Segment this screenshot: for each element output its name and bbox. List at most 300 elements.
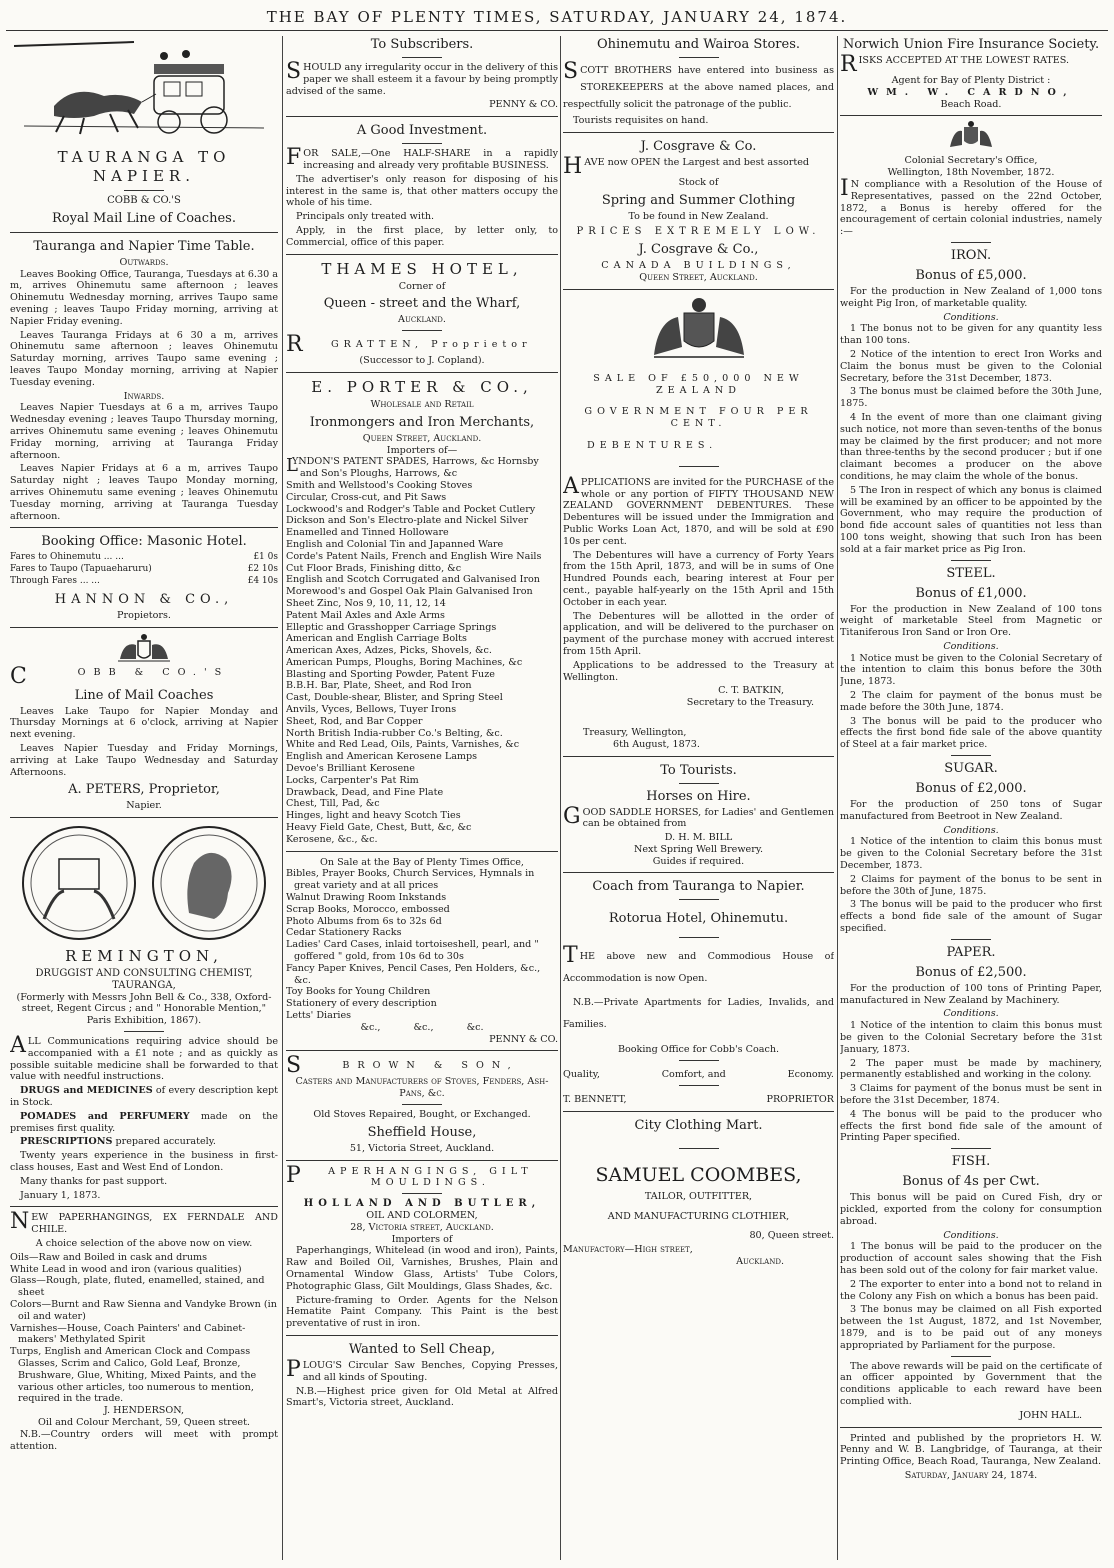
- dropcap: N: [10, 1209, 30, 1235]
- royal-mail-heading: Royal Mail Line of Coaches.: [52, 210, 236, 226]
- victoria-28-text: 28, Victoria street, Auckland.: [350, 1221, 494, 1233]
- condition: 1 The bonus not to be given for any quantity less than 100 tons.: [840, 323, 1102, 347]
- list-item: Lockwood's and Rodger's Table and Pocket Cutlery: [286, 503, 536, 515]
- drugs-label: DRUGS and MEDICINES: [20, 1085, 153, 1097]
- stagecoach-engraving: [14, 36, 274, 144]
- coach-title: TAURANGA TO NAPIER.: [57, 148, 231, 185]
- prescriptions-text: prepared accurately.: [112, 1136, 216, 1148]
- list-item: Circular, Cross-cut, and Pit Saws: [286, 491, 447, 503]
- list-item: Kerosene, &c., &c.: [286, 833, 378, 845]
- list-item: Heavy Field Gate, Chest, Butt, &c, &c: [286, 822, 472, 834]
- list-item: Cut Floor Brads, Finishing ditto, &c: [286, 562, 462, 574]
- list-item: Ladies' Card Cases, inlaid tortoiseshell, pearl, and " goffered " gold, from 10s 6d to 30s: [286, 939, 539, 963]
- list-item: Letts' Diaries: [286, 1010, 352, 1021]
- separator: [286, 1050, 558, 1051]
- dropcap: G: [563, 803, 581, 829]
- drugs-text: of every description kept in Stock.: [10, 1085, 278, 1109]
- penny-signature: PENNY & CO.: [489, 1033, 558, 1045]
- paperhangings-heading: EW PAPERHANGINGS, EX FERNDALE AND CHILE.: [31, 1212, 278, 1236]
- separator: [679, 1060, 719, 1061]
- list-item: Blasting and Sporting Powder, Patent Fuze: [286, 668, 495, 680]
- quality-text: Quality,: [563, 1069, 600, 1081]
- separator: [286, 851, 558, 852]
- separator: [286, 1335, 558, 1336]
- cosgrave-heading: J. Cosgrave & Co.: [640, 138, 757, 154]
- list-item: Photo Albums from 6s to 32s 6d: [286, 915, 442, 927]
- prescriptions-label: PRESCRIPTIONS: [20, 1136, 113, 1148]
- condition: 5 The Iron in respect of which any bonus is claimed will be examined by an officer to be appointed by the Government, who may require the production of bond fide account sales of quantities not less than 100 tons weight, showing that such Iron has been sold at a fair market price as Pig Iron.: [840, 484, 1102, 555]
- paper-bonus: Bonus of £2,500.: [915, 964, 1027, 980]
- condition: 1 Notice of the intention to claim this bonus must be given to the Colonial Secretary before the 31st December, 1873.: [840, 836, 1102, 872]
- rotorua-text: HE above new and Commodious House of Accommodation is now Open.: [563, 951, 834, 985]
- list-item: Corde's Patent Nails, French and English Wire Nails: [286, 550, 542, 562]
- subscribers-heading: To Subscribers.: [370, 37, 474, 52]
- hannon-heading: HANNON & CO.,: [54, 591, 234, 607]
- stoves-text: Old Stoves Repaired, Bought, or Exchanged.: [313, 1108, 531, 1120]
- henderson-heading: J. HENDERSON,: [103, 1405, 185, 1417]
- separator: [286, 254, 558, 255]
- thames-heading: THAMES HOTEL,: [321, 259, 523, 278]
- list-item: American Axes, Adzes, Picks, Shovels, &c.: [286, 645, 492, 657]
- list-item: YNDON'S PATENT SPADES, Harrows, &c Hornsby and Son's Ploughs, Harrows, &c: [291, 456, 539, 480]
- sugar-text: For the production of 250 tons of Sugar manufactured from Beetroot in New Zealand.: [840, 799, 1102, 822]
- porter-heading: E. PORTER & CO.,: [311, 377, 533, 396]
- separator: [840, 115, 1102, 116]
- investment-text: Apply, in the first place, by letter only, to Commercial, office of this paper.: [286, 224, 558, 248]
- list-item: Dickson and Son's Electro-plate and Nickel Silver: [286, 515, 529, 527]
- list-item: American Pumps, Ploughs, Boring Machines, &c: [286, 656, 523, 668]
- holland-heading: HOLLAND AND BUTLER,: [303, 1198, 541, 1210]
- mail-coaches-heading: Line of Mail Coaches: [74, 687, 214, 703]
- paper-text: For the production of 100 tons of Printing Paper, manufactured in New Zealand by Machinery.: [840, 982, 1102, 1006]
- qualities-row: [563, 1069, 834, 1081]
- wanted-heading: Wanted to Sell Cheap,: [348, 1341, 496, 1357]
- list-item: Smith and Wellstood's Cooking Stoves: [286, 479, 473, 491]
- coat-of-arms-icon: [946, 121, 996, 153]
- list-item: Oils—Raw and Boiled in cask and drums: [10, 1251, 208, 1263]
- list-item: Cast, Double-shear, Blister, and Spring Steel: [286, 692, 503, 704]
- steel-heading: STEEL.: [946, 565, 996, 581]
- separator: [679, 783, 719, 784]
- applications-text: Applications to be addressed to the Treasury at Wellington.: [563, 659, 834, 683]
- list-item: Sheet Zinc, Nos 9, 10, 11, 12, 14: [286, 597, 446, 609]
- sale-heading: SALE OF £50,000 NEW ZEALAND: [593, 372, 804, 396]
- penny-signature: PENNY & CO.: [489, 99, 558, 111]
- inwards-text: Leaves Napier Tuesdays at 6 a m, arrives Taupo Wednesday evening ; leaves Taupo Thursday morning, arrives Ohinemutu same evening ; leaves Ohinemutu Friday morning, arriving at Tauranga Friday afternoon.: [10, 402, 278, 461]
- list-item: Stationery of every description: [286, 998, 437, 1010]
- hall-signature: JOHN HALL.: [1019, 1409, 1082, 1421]
- ironmongery-list: [286, 456, 558, 845]
- stationery-list: [286, 868, 558, 1021]
- separator: [402, 57, 442, 58]
- date-text: January 1, 1873.: [20, 1189, 101, 1201]
- separator: [951, 242, 991, 243]
- list-item: Varnishes—House, Coach Painters' and Cabinet-makers' Methylated Spirit: [10, 1322, 246, 1346]
- condition: 1 Notice of the intention to claim this bonus must be given to the Colonial Secretary before the 31st January, 1873.: [840, 1020, 1102, 1055]
- queen-street-text: Queen Street, Auckland.: [639, 271, 758, 283]
- auckland-text: Auckland.: [736, 1256, 784, 1268]
- separator: [679, 466, 719, 467]
- separator: [679, 937, 719, 938]
- separator: [10, 527, 278, 528]
- royal-coat-of-arms-icon: [644, 295, 754, 365]
- outwards-text: Leaves Tauranga Fridays at 6 30 a m, arrives Ohinemutu same afternoon ; leaves Ohinemutu Saturday morning, arrives Taupo same evening ; leaves Taupo Monday morning, arriving at Napier Tuesday evening.: [10, 329, 278, 388]
- separator: [402, 330, 442, 331]
- separator: [402, 143, 442, 144]
- ohinemutu-heading: Ohinemutu and Wairoa Stores.: [597, 37, 800, 52]
- list-item: Walnut Drawing Room Inkstands: [286, 892, 447, 904]
- dropcap: P: [286, 1162, 301, 1188]
- paper-heading: PAPER.: [946, 944, 996, 960]
- dropcap: P: [286, 1356, 301, 1382]
- separator: [10, 817, 278, 818]
- remington-heading: REMINGTON,: [65, 947, 223, 966]
- casters-text: Casters and Manufacturers of Stoves, Fenders, Ash-Pans, &c.: [295, 1076, 549, 1100]
- column-2: [286, 36, 558, 1560]
- scott-text: COTT BROTHERS have entered into business as STOREKEEPERS at the above named places, and respectfully solicit the patronage of the public.: [563, 65, 834, 110]
- paperhangings-heading: APERHANGINGS, GILT MOULDINGS.: [328, 1165, 533, 1189]
- fare-label: Through Fares ... ...: [10, 575, 100, 586]
- importers-text: Importers of: [391, 1233, 453, 1245]
- list-item: Patent Mail Axles and Axle Arms: [286, 609, 445, 621]
- condition: 2 Claims for payment of the bonus to be sent in before the 30th of June, 1875.: [840, 873, 1102, 897]
- separator: [679, 1148, 719, 1149]
- list-item: Bibles, Prayer Books, Church Services, Hymnals in great variety and at all prices: [286, 868, 535, 892]
- picture-framing-text: Picture-framing to Order. Agents for the Nelson Hematite Paint Company. This Paint is the best preventative of rust in iron.: [286, 1294, 558, 1330]
- rotorua-heading: Rotorua Hotel, Ohinemutu.: [608, 911, 789, 927]
- compliance-text: N compliance with a Resolution of the House of Representatives, passed on the 22nd October, 1872, a Bonus is hereby offered for the encouragement of certain colonial industries, namely :—: [840, 178, 1102, 238]
- peters-sub: Napier.: [126, 800, 162, 812]
- fare-price: £1 0s: [253, 552, 278, 563]
- separator: [679, 1085, 719, 1086]
- column-divider: [282, 36, 283, 1560]
- canada-buildings: CANADA BUILDINGS,: [601, 260, 796, 272]
- masthead-rule: [6, 30, 1108, 31]
- separator: [10, 1206, 278, 1207]
- separator: [286, 116, 558, 117]
- list-item: Toy Books for Young Children: [286, 986, 431, 998]
- prices-text: PRICES EXTREMELY LOW.: [576, 226, 821, 238]
- auckland-text: Auckland.: [398, 314, 446, 326]
- fish-bonus: Bonus of 4s per Cwt.: [902, 1174, 1040, 1190]
- proprietor-text: PROPRIETOR: [766, 1094, 834, 1106]
- list-item: Devoe's Brilliant Kerosene: [286, 763, 415, 775]
- list-item: English and Scotch Corrugated and Galvanised Iron: [286, 574, 540, 586]
- thanks-text: Many thanks for past support.: [20, 1175, 168, 1187]
- list-item: Fancy Paper Knives, Pencil Cases, Pen Holders, &c., &c.: [286, 962, 541, 986]
- condition: 3 The bonus may be claimed on all Fish exported between the 1st August, 1872, and 1st November, 1879, and is to be paid out of any moneys appropriated by Parliament for the purpose.: [840, 1304, 1102, 1351]
- queen-street-heading: Queen - street and the Wharf,: [323, 296, 521, 312]
- list-item: Enamelled and Tinned Holloware: [286, 527, 449, 539]
- dropcap: L: [286, 455, 298, 477]
- list-item: Drawback, Dead, and Fine Plate: [286, 786, 444, 798]
- paperhangings-body: Paperhangings, Whitelead (in wood and iron), Paints, Raw and Boiled Oil, Varnishes, Brushes, Plain and Ornamental Window Glass, Artists' Tube Colors, Photographic Glass, Gilt Mouldings, Glass Shades, &c.: [286, 1245, 558, 1292]
- list-item: Elleptic and Grasshopper Carriage Springs: [286, 621, 497, 633]
- booking-office: Booking Office: Masonic Hotel.: [41, 534, 247, 550]
- bennett-row: [563, 1094, 834, 1106]
- rotorua-nb: N.B.—Private Apartments for Ladies, Invalids, and Families.: [563, 997, 834, 1031]
- dropcap: A: [563, 473, 579, 499]
- coach-heading: Coach from Tauranga to Napier.: [592, 879, 805, 895]
- sugar-heading: SUGAR.: [944, 761, 998, 777]
- list-item: Scrap Books, Morocco, embossed: [286, 903, 450, 915]
- treasury-text: Treasury, Wellington,: [583, 726, 687, 738]
- investment-heading: A Good Investment.: [356, 123, 488, 139]
- condition: 2 Notice of the intention to erect Iron Works and Claim the bonus must be given to the Colonial Secretary, before the 31st December, 1873.: [840, 348, 1102, 384]
- condition: 4 In the event of more than one claimant giving such notice, not more than seven-tenths of the bonus may be claimed by the first producer; and not more than three-tenths by the second producer ; but if one claimant becomes a producer on the above conditions, he may claim the whole of the bonus.: [840, 411, 1102, 482]
- condition: 1 The bonus will be paid to the producer on the production of account sales showing that the Fish has been sold out of the colony for fair market value.: [840, 1241, 1102, 1276]
- list-item: North British India-rubber Co.'s Belting, &c.: [286, 727, 503, 739]
- bennett-signature: T. BENNETT,: [563, 1094, 627, 1106]
- august-date: 6th August, 1873.: [613, 738, 700, 750]
- pomades-label: POMADES and PERFUMERY: [20, 1110, 190, 1122]
- booking-text: Booking Office for Cobb's Coach.: [617, 1044, 780, 1056]
- tauranga-heading: TAURANGA,: [112, 979, 176, 991]
- imprint-date: Saturday, January 24, 1874.: [904, 1469, 1038, 1481]
- victoria-street-text: 51, Victoria Street, Auckland.: [349, 1142, 495, 1154]
- cosgrave-heading-2: J. Cosgrave & Co.,: [638, 242, 759, 258]
- list-item: Chest, Till, Pad, &c: [286, 798, 380, 810]
- conditions-label: Conditions.: [943, 311, 999, 323]
- inwards-text: Leaves Napier Fridays at 6 a m, arrives Taupo Saturday night ; leaves Taupo Monday morning, arrives Ohinemutu same evening ; leaves Ohinemutu Tuesday morning, arriving at Tauranga Tuesday afternoon.: [10, 463, 278, 522]
- conditions-label: Conditions.: [943, 1008, 999, 1020]
- separator: [124, 190, 164, 191]
- fare-label: Fares to Taupo (Tapuaeharuru): [10, 564, 152, 575]
- batkin-signature: C. T. BATKIN,: [718, 685, 784, 697]
- list-item: Hinges, light and heavy Scotch Ties: [286, 810, 461, 822]
- separator: [679, 899, 719, 900]
- druggist-heading: DRUGGIST AND CONSULTING CHEMIST,: [35, 968, 253, 980]
- conditions-label: Conditions.: [943, 640, 999, 652]
- found-text: To be found in New Zealand.: [628, 210, 769, 222]
- have-text: AVE now OPEN the Largest and best assorted: [584, 156, 810, 168]
- separator: [563, 289, 834, 290]
- list-item: Colors—Burnt and Raw Sienna and Vandyke Brown (in oil and water): [10, 1299, 277, 1322]
- iron-bonus: Bonus of £5,000.: [915, 267, 1027, 283]
- steel-text: For the production in New Zealand of 100 tons weight of marketable Steel from Magnetic or Titaniferous Iron Sand or Iron Ore.: [840, 603, 1102, 639]
- condition: 2 The exporter to enter into a bond not to reland in the Colony any Fish on which a bonus has been paid.: [840, 1278, 1102, 1302]
- outwards-text: Leaves Booking Office, Tauranga, Tuesdays at 6.30 a m, arrives Ohinemutu same afternoon ; leaves Ohinemutu Wednesday morning, arrives Taupo same evening ; leaves Taupo Friday morning, arriving at Napier Friday evening.: [10, 268, 278, 327]
- beach-road-text: Beach Road.: [940, 98, 1002, 110]
- separator: [563, 1111, 834, 1112]
- column-3: [563, 36, 834, 1560]
- formerly-text: (Formerly with Messrs John Bell & Co., 338, Oxford-street, Regent Circus ; and " Honorable Mention," Paris Exhibition, 1867).: [16, 991, 272, 1027]
- communications-text: LL Communications requiring advice should be accompanied with a £1 note ; and as quickly as possible suitable medicine shall be forwarded to that value with needful instructions.: [10, 1036, 278, 1083]
- corner-text: Corner of: [398, 280, 446, 292]
- separator: [563, 756, 834, 757]
- queen-street-text: Queen Street, Auckland.: [362, 432, 482, 444]
- comfort-text: Comfort, and: [661, 1069, 726, 1081]
- column-divider: [560, 36, 561, 1560]
- list-item: Cedar Stationery Racks: [286, 927, 402, 939]
- iron-heading: IRON.: [950, 247, 992, 263]
- stock-text: Stock of: [678, 176, 719, 188]
- ironmongers-heading: Ironmongers and Iron Merchants,: [309, 414, 535, 430]
- horses-heading: Horses on Hire.: [646, 788, 751, 804]
- pomades-text: made on the premises first quality.: [10, 1110, 278, 1134]
- separator: [563, 132, 834, 133]
- peters-heading: A. PETERS, Proprietor,: [68, 782, 220, 798]
- cobb-heading: COBB & CO.'S: [107, 195, 181, 206]
- separator: [402, 1104, 442, 1105]
- separator: [124, 1031, 164, 1032]
- hannon-sub: Propietors.: [117, 609, 171, 621]
- city-clothing-heading: City Clothing Mart.: [634, 1117, 763, 1133]
- sheffield-heading: Sheffield House,: [367, 1124, 477, 1140]
- list-item: American and English Carriage Bolts: [286, 633, 467, 645]
- henderson-sub: Oil and Colour Merchant, 59, Queen street.: [38, 1416, 250, 1428]
- dropcap: S: [286, 59, 302, 84]
- condition: 4 The bonus will be paid to the producer who effects the first bond fide sale of the amount of Printing Paper specified.: [840, 1108, 1102, 1144]
- manufacturing-text: AND MANUFACTURING CLOTHIER,: [607, 1210, 790, 1222]
- subscribers-text: HOULD any irregularity occur in the delivery of this paper we shall esteem it a favour by being promptly advised of the same.: [286, 62, 558, 97]
- importers-text: Importers of—: [386, 444, 458, 456]
- brewery-text: Next Spring Well Brewery.: [633, 843, 764, 855]
- fish-heading: FISH.: [951, 1154, 991, 1170]
- list-item: English and Colonial Tin and Japanned Ware: [286, 538, 504, 550]
- condition: 2 The paper must be made by machinery, permanently established and working in the colony.: [840, 1057, 1102, 1081]
- norwich-heading: Norwich Union Fire Insurance Society.: [842, 37, 1100, 52]
- mail-text: Leaves Lake Taupo for Napier Monday and Thursday Mornings at 6 o'clock, arriving at Napier next evening.: [10, 705, 278, 741]
- sugar-bonus: Bonus of £2,000.: [915, 781, 1027, 797]
- etc-text: &c., &c., &c.: [360, 1021, 484, 1033]
- dropcap: S: [286, 1053, 302, 1079]
- list-item: Morewood's and Gospel Oak Plain Galvanised Iron: [286, 586, 533, 598]
- dropcap: A: [10, 1033, 26, 1059]
- separator: [951, 560, 991, 561]
- separator: [679, 57, 719, 58]
- nb-text: N.B.—Country orders will meet with prompt attention.: [10, 1428, 278, 1452]
- condition: 2 The claim for payment of the bonus must be made before the 30th June, 1874.: [840, 690, 1102, 713]
- dropcap: F: [286, 145, 302, 171]
- separator: [286, 1160, 558, 1161]
- fare-price: £4 10s: [247, 575, 278, 586]
- investment-text: Principals only treated with.: [296, 211, 435, 223]
- oilmen-text: OIL AND COLORMEN,: [366, 1209, 478, 1221]
- tourists-heading: To Tourists.: [660, 762, 737, 778]
- dropcap: I: [840, 175, 849, 201]
- debentures-heading: DEBENTURES.: [587, 439, 718, 451]
- list-item: Locks, Carpenter's Pat Rim: [286, 774, 419, 786]
- fare-row: [10, 564, 278, 576]
- condition: 3 The bonus will be paid to the producer who first effects a bond fide sale of the amount of Sugar specified.: [840, 899, 1102, 935]
- spring-heading: Spring and Summer Clothing: [601, 192, 796, 208]
- steel-bonus: Bonus of £1,000.: [915, 585, 1027, 601]
- list-item: White and Red Lead, Oils, Paints, Varnishes, &c: [286, 739, 520, 751]
- separator: [951, 1148, 991, 1149]
- outwards-label: Outwards.: [119, 256, 169, 268]
- condition: 3 The bonus will be paid to the producer who effects the first bond fide sale of the above quantity of Steel at a fair market price.: [840, 715, 1102, 751]
- separator: [951, 939, 991, 940]
- ploug-nb: N.B.—Highest price given for Old Metal at Alfred Smart's, Victoria street, Auckland.: [286, 1385, 558, 1409]
- investment-text: The advertiser's only reason for disposing of his interest in the same is, that other matters occupy the whole of his time.: [286, 173, 558, 209]
- agent-text: Agent for Bay of Plenty District :: [891, 75, 1051, 86]
- bill-signature: D. H. M. BILL: [664, 832, 733, 844]
- government-heading: GOVERNMENT FOUR PER CENT.: [584, 406, 813, 430]
- conditions-label: Conditions.: [943, 824, 999, 836]
- dropcap: C: [10, 663, 27, 689]
- column-divider: [837, 36, 838, 1560]
- imprint-text: Printed and published by the proprietors H. W. Penny and W. B. Langbridge, of Tauranga, at their Printing Office, Beach Road, Tauranga, New Zealand.: [840, 1432, 1102, 1468]
- ploug-text: LOUG'S Circular Saw Benches, Copying Presses, and all kinds of Spouting.: [302, 1359, 558, 1383]
- fare-price: £2 10s: [247, 564, 278, 575]
- economy-text: Economy.: [787, 1069, 834, 1081]
- dropcap: R: [286, 332, 303, 358]
- separator: [286, 372, 558, 373]
- separator: [840, 1427, 1102, 1428]
- fare-row: [10, 576, 278, 588]
- experience-text: Twenty years experience in the business in first-class houses, East and West End of London.: [10, 1150, 278, 1174]
- separator: [951, 755, 991, 756]
- guides-text: Guides if required.: [652, 855, 745, 867]
- fare-label: Fares to Ohinemutu ... ...: [10, 552, 124, 563]
- list-item: Glass—Rough, plate, fluted, enamelled, stained, and sheet: [10, 1275, 265, 1299]
- column-4: [840, 36, 1102, 1560]
- inwards-label: Inwards.: [123, 390, 165, 402]
- horses-text: OOD SADDLE HORSES, for Ladies' and Gentlemen can be obtained from: [582, 806, 834, 830]
- separator: [563, 872, 834, 873]
- applications-text: PPLICATIONS are invited for the PURCHASE of the whole or any portion of FIFTY THOUSAND NEW ZEALAND GOVERNMENT DEBENTURES. These Debentures will be issued under the Immigration and Public Works Loan Act, 1870, and will be sold at £90 10s per cent.: [563, 476, 834, 547]
- dropcap: T: [563, 943, 578, 969]
- condition: 3 The bonus must be claimed before the 30th June, 1875.: [840, 386, 1102, 410]
- list-item: Anvils, Vyces, Bellows, Tuyer Irons: [286, 704, 457, 716]
- applications-text: The Debentures will have a currency of Forty Years from the 15th April, 1873, and will be in sums of One Hundred Pounds each, bearing interest at Four per cent., payable half-yearly on the 15th April and 15th October in each year.: [563, 549, 834, 608]
- investment-text: OR SALE,—One HALF-SHARE in a rapidly increasing and already very profitable BUSINESS.: [303, 148, 558, 171]
- separator: [10, 627, 278, 628]
- separator: [10, 232, 278, 233]
- medals-engraving: [14, 823, 274, 943]
- risks-text: ISKS ACCEPTED AT THE LOWEST RATES.: [858, 55, 1070, 66]
- timetable-heading: Tauranga and Napier Time Table.: [33, 238, 255, 254]
- masthead: THE BAY OF PLENTY TIMES, SATURDAY, JANUARY 24, 1874.: [266, 8, 848, 26]
- brown-heading: BROWN & SON,: [342, 1060, 519, 1072]
- rewards-text: The above rewards will be paid on the certificate of an officer appointed by Government that the conditions applicable to each reward have been complied with.: [840, 1360, 1102, 1407]
- condition: 1 Notice must be given to the Colonial Secretary of the intention to claim this bonus before the 30th June, 1873.: [840, 652, 1102, 688]
- tailor-text: TAILOR, OUTFITTER,: [644, 1190, 753, 1202]
- separator: [951, 1356, 991, 1357]
- dropcap: H: [563, 153, 583, 179]
- wholesale-text: Wholesale and Retail: [370, 398, 474, 410]
- secretary-text: Secretary to the Treasury.: [686, 697, 814, 709]
- applications-text: The Debentures will be allotted in the order of application, and will be delivered to the purchaser on payment of the purchase money with accrued interest from 15th April.: [563, 610, 834, 657]
- iron-text: For the production in New Zealand of 1,000 tons weight Pig Iron, of marketable quality.: [840, 285, 1102, 309]
- coat-of-arms-icon: [114, 633, 174, 665]
- list-item: English and American Kerosene Lamps: [286, 751, 478, 763]
- separator: [402, 1193, 442, 1194]
- gratten-heading: GRATTEN, Proprietor: [330, 339, 532, 351]
- fares-table: [10, 552, 278, 587]
- tourists-requisites: Tourists requisites on hand.: [573, 115, 709, 126]
- dropcap: R: [840, 52, 857, 77]
- condition: 3 Claims for payment of the bonus must be sent in before the 31st December, 1874.: [840, 1083, 1102, 1106]
- fare-row: [10, 552, 278, 564]
- goods-list: [10, 1252, 278, 1405]
- choice-text: A choice selection of the above now on view.: [35, 1238, 253, 1250]
- colonial-office: Colonial Secretary's Office,: [904, 155, 1038, 167]
- coombes-heading: SAMUEL COOMBES,: [595, 1163, 802, 1186]
- wellington-date: Wellington, 18th November, 1872.: [887, 167, 1055, 179]
- list-item: Sheet, Rod, and Bar Copper: [286, 715, 423, 727]
- list-item: B.B.H. Bar, Plate, Sheet, and Rod Iron: [286, 680, 472, 692]
- cobb2-heading: OBB & CO.'S: [77, 666, 230, 678]
- manufactory-text: Manufactory—High street,: [563, 1244, 693, 1256]
- list-item: White Lead in wood and iron (various qualities): [10, 1263, 242, 1275]
- dropcap: S: [563, 59, 579, 84]
- conditions-label: Conditions.: [943, 1229, 999, 1241]
- mail-text: Leaves Napier Tuesday and Friday Mornings, arriving at Lake Taupo Wednesday and Saturday Afternoons.: [10, 742, 278, 778]
- successor-text: (Successor to J. Copland).: [359, 355, 485, 367]
- cardno-heading: WM. W. CARDNO,: [867, 86, 1075, 98]
